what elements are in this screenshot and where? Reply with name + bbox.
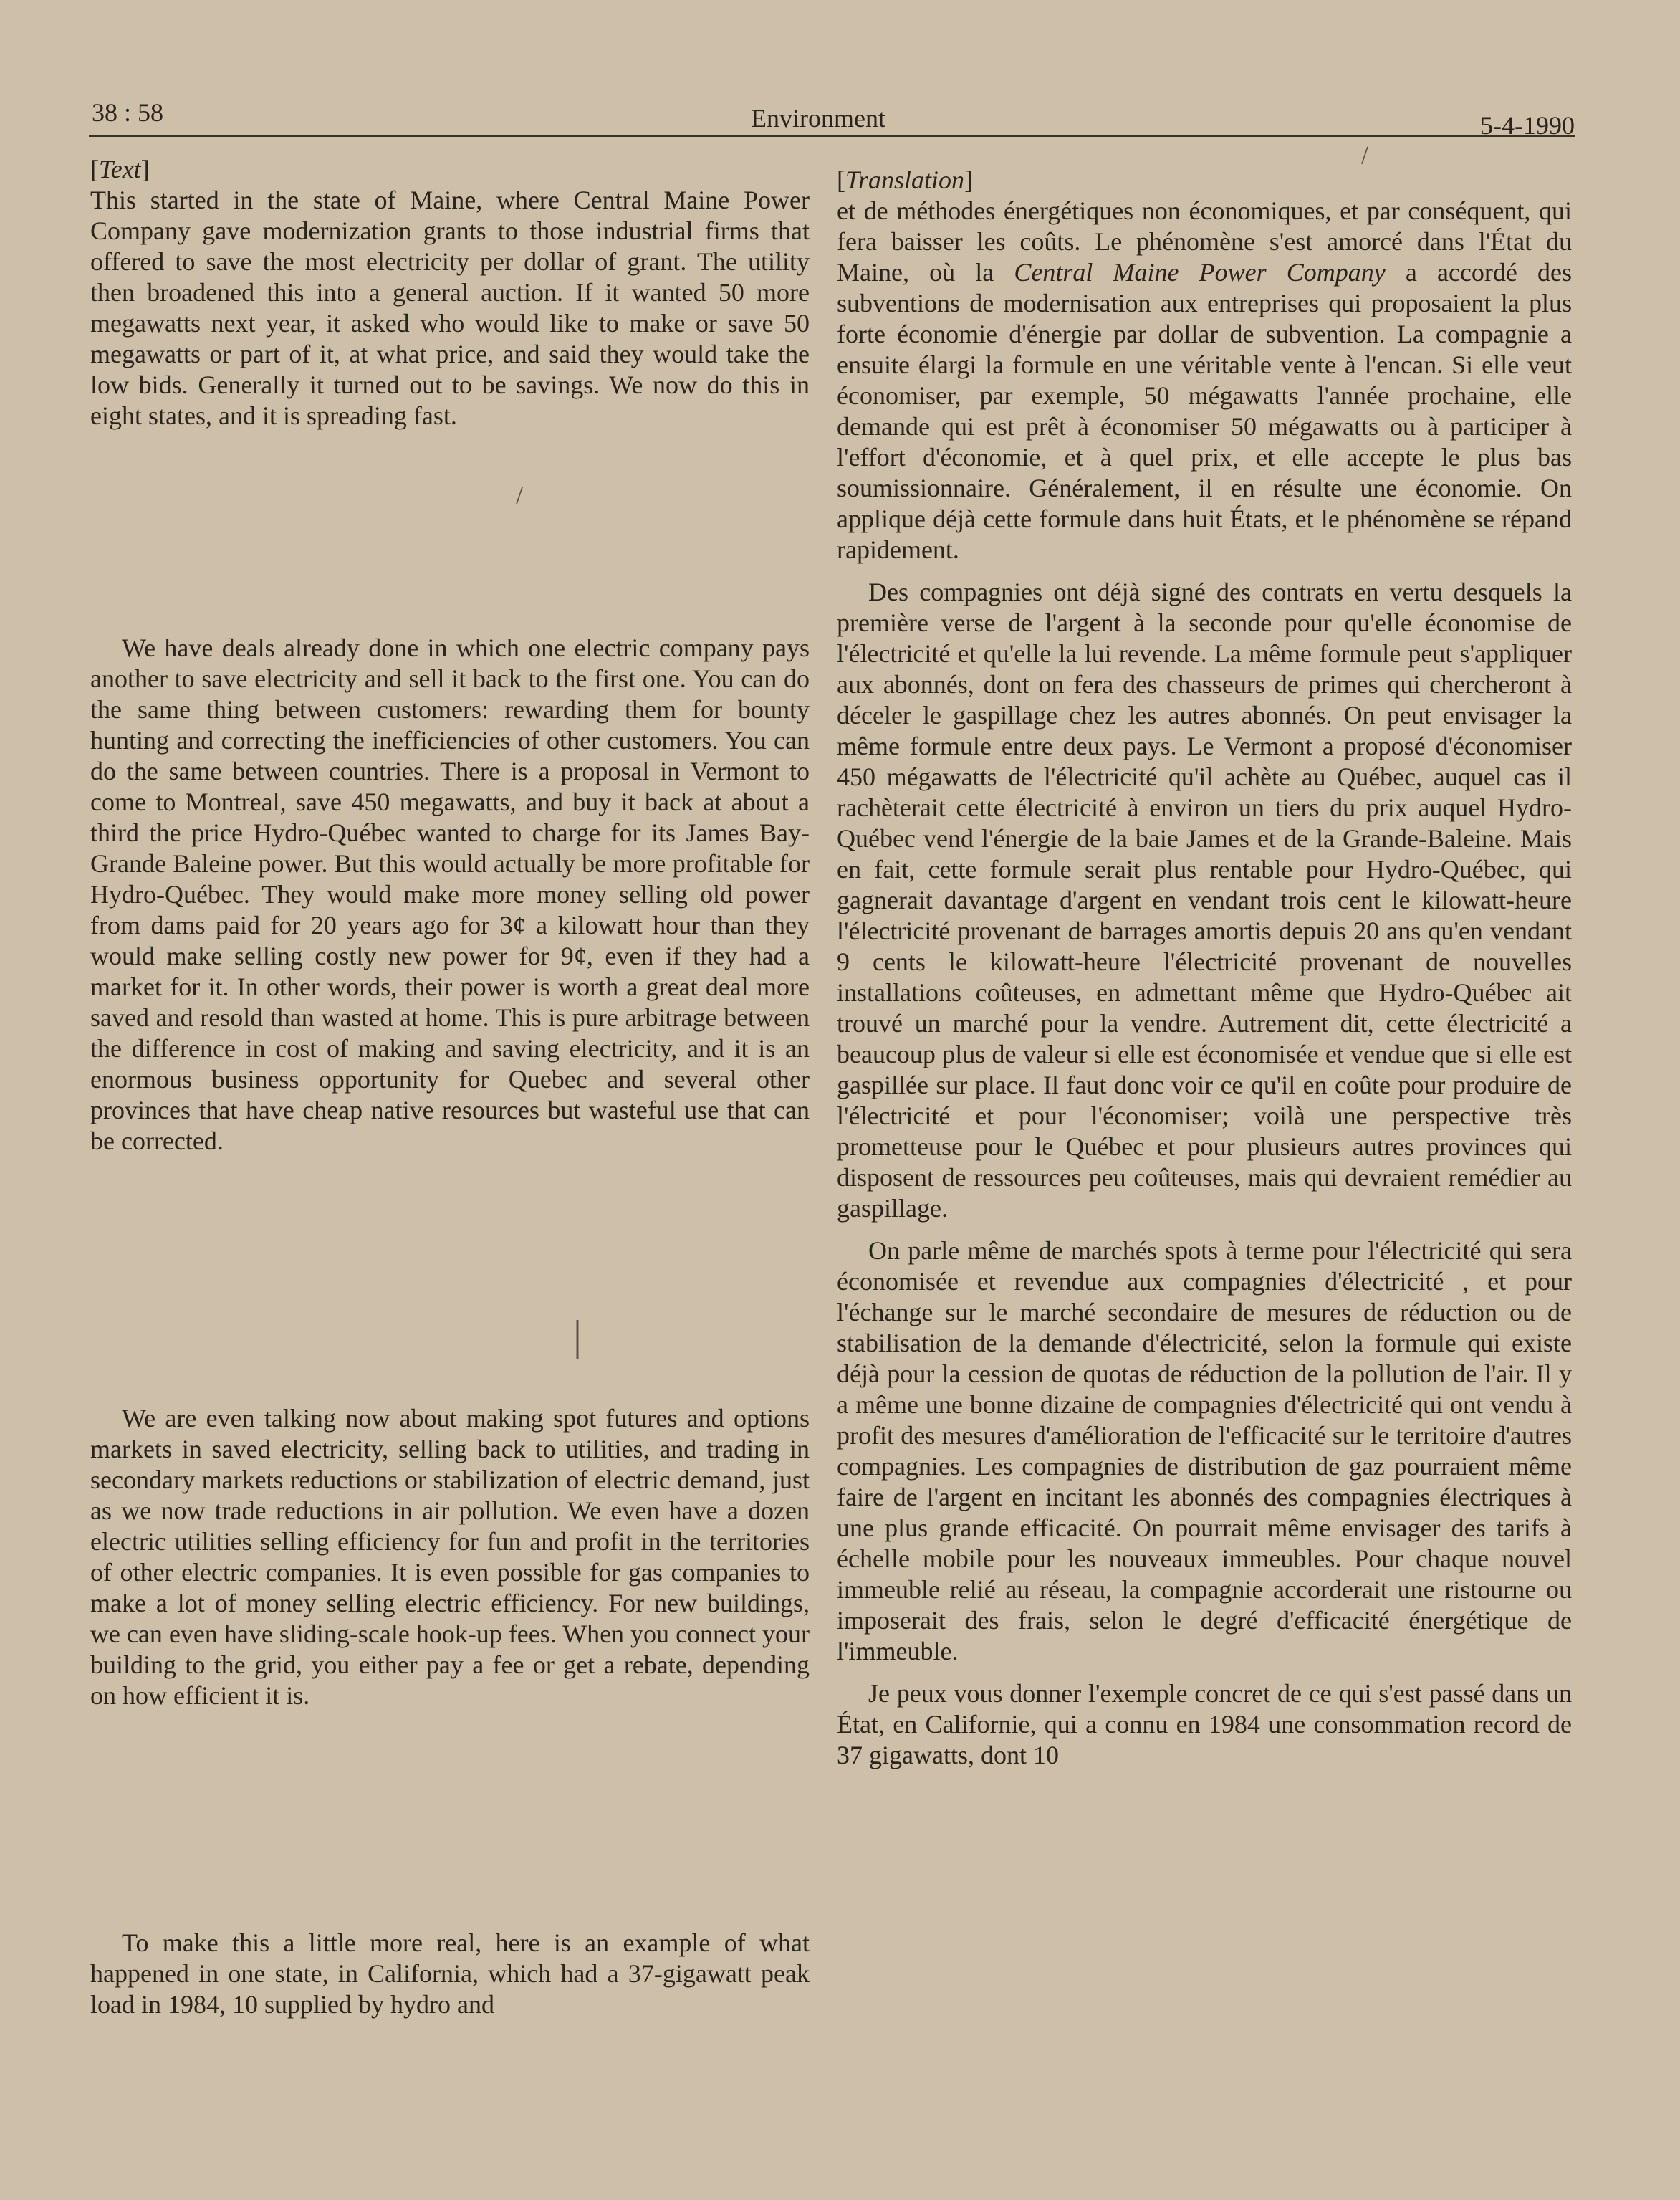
english-paragraph-3: We are even talking now about making spot futures and options markets in saved electricity, selling back to utilities, and trading in secondary markets reductions or stabilization of electric demand, just as we now trade reductions in air pollution. We even have a dozen electric utilities selling efficiency for fun and profit in the territories of other electric companies. It is even possible for gas companies to make a lot of money selling electric efficiency. For new buildings, we can even have sliding-scale hook-up fees. When you connect your building to the grid, you either pay a fee or get a rebate, depending on how efficient it is. bbox=[90, 1404, 810, 1710]
header-date: 5-4-1990 bbox=[1480, 111, 1575, 140]
english-paragraph-4: To make this a little more real, here is an example of what happened in one state, in California, which had a 37-gigawatt peak load in 1984, 10 supplied by hydro and bbox=[90, 1928, 810, 2019]
english-block-2 bbox=[90, 633, 810, 1157]
english-block-3 bbox=[90, 1403, 810, 1711]
french-paragraph-1: et de méthodes énergétiques non économiques, et par conséquent, qui fera baisser les coûts. Le phénomène s'est amorcé dans l'État du Maine, où la Central Maine Power Company a accordé des subventions de modernisation aux entreprises qui proposaient la plus forte économie d'énergie par dollar de subvention. La compagnie a ensuite élargi la formule en une véritable vente à l'encan. Si elle veut économiser, par exemple, 50 mégawatts l'année prochaine, elle demande qui est prêt à économiser 50 mégawatts ou à participer à l'effort d'économie, et à quel prix, et elle accepte le plus bas soumissionnaire. Généralement, il en résulte une économie. On applique déjà cette formule dans huit États, et le phénomène se répand rapidement. bbox=[837, 196, 1572, 564]
translation-label: [Translation] bbox=[837, 166, 974, 194]
scan-mark: / bbox=[1361, 140, 1369, 169]
scan-mark: / bbox=[516, 481, 524, 510]
page-number: 38 : 58 bbox=[92, 98, 164, 127]
running-title: Environment bbox=[751, 104, 885, 133]
header-rule bbox=[89, 135, 1575, 137]
french-paragraph-4: Je peux vous donner l'exemple concret de ce qui s'est passé dans un État, en Californie, qui a connu en 1984 une consommation record de 37 gigawatts, dont 10 bbox=[837, 1679, 1572, 1769]
french-column bbox=[837, 165, 1572, 1771]
english-paragraph-1: This started in the state of Maine, where Central Maine Power Company gave modernization grants to those industrial firms that offered to save the most electricity per dollar of grant. The utility then broadened this into a general auction. If it wanted 50 more megawatts next year, it asked who would like to make or save 50 megawatts or part of it, at what price, and said they would take the low bids. Generally it turned out to be savings. We now do this in eight states, and it is spreading fast. bbox=[90, 186, 810, 430]
french-paragraph-2: Des compagnies ont déjà signé des contrats en vertu desquels la première verse de l'argent à la seconde pour qu'elle économise de l'électricité et qu'elle la lui revende. La même formule peut s'appliquer aux abonnés, dont on fera des chasseurs de primes qui chercheront à déceler le gaspillage chez les autres abonnés. On peut envisager la même formule entre deux pays. Le Vermont a proposé d'économiser 450 mégawatts de l'électricité qu'il achète au Québec, auquel cas il rachèterait cette électricité à environ un tiers du prix auquel Hydro-Québec vend l'énergie de la baie James et de la Grande-Baleine. Mais en fait, cette formule serait plus rentable pour Hydro-Québec, qui gagnerait davantage d'argent en vendant trois cent le kilowatt-heure l'électricité provenant de barrages amortis depuis 20 ans qu'en vendant 9 cents le kilowatt-heure l'électricité provenant de nouvelles installations coûteuses, en admettant même que Hydro-Québec ait trouvé un marché pour la vendre. Autrement dit, cette électricité a beaucoup plus de valeur si elle est économisée et vendue que si elle est gaspillée sur place. Il faut donc voir ce qu'il en coûte pour produire de l'électricité et pour l'économiser; voilà une perspective très prometteuse pour le Québec et pour plusieurs autres provinces qui disposent de ressources peu coûteuses, mais qui devraient remédier au gaspillage. bbox=[837, 578, 1572, 1223]
french-paragraph-3: On parle même de marchés spots à terme pour l'électricité qui sera économisée et revendue aux compagnies d'électricité , et pour l'échange sur le marché secondaire de mesures de réduction ou de stabilisation de la demande d'électricité, selon la formule qui existe déjà pour la cession de quotas de réduction de la pollution de l'air. Il y a même une bonne dizaine de compagnies d'électricité qui ont vendu à profit des mesures d'amélioration de l'efficacité sur le territoire d'autres compagnies. Les compagnies de distribution de gaz pourraient même faire de l'argent en incitant les abonnés des compagnies électriques à une plus grande efficacité. On pourrait même envisager des tarifs à échelle mobile pour les nouveaux immeubles. Pour chaque nouvel immeuble relié au réseau, la compagnie accorderait une ristourne ou imposerait des frais, selon le degré d'efficacité énergétique de l'immeuble. bbox=[837, 1236, 1572, 1665]
english-paragraph-2: We have deals already done in which one electric company pays another to save electricity and sell it back to the first one. You can do the same thing between customers: rewarding them for bounty hunting and correcting the inefficiencies of other customers. You can do the same between countries. There is a proposal in Vermont to come to Montreal, save 450 megawatts, and buy it back at about a third the price Hydro-Québec wanted to charge for its James Bay-Grande Baleine power. But this would actually be more profitable for Hydro-Québec. They would make more money selling old power from dams paid for 20 years ago for 3¢ a kilowatt hour than they would make selling costly new power for 9¢, even if they had a market for it. In other words, their power is worth a great deal more saved and resold than wasted at home. This is pure arbitrage between the difference in cost of making and saving electricity, and it is an enormous business opportunity for Quebec and several other provinces that have cheap native resources but wasteful use that can be corrected. bbox=[90, 633, 810, 1155]
page-header bbox=[92, 93, 1575, 140]
scan-mark: | bbox=[573, 1312, 582, 1359]
english-block-4 bbox=[90, 1928, 810, 2020]
text-label: [Text] bbox=[90, 155, 150, 183]
english-block-1 bbox=[90, 154, 810, 431]
